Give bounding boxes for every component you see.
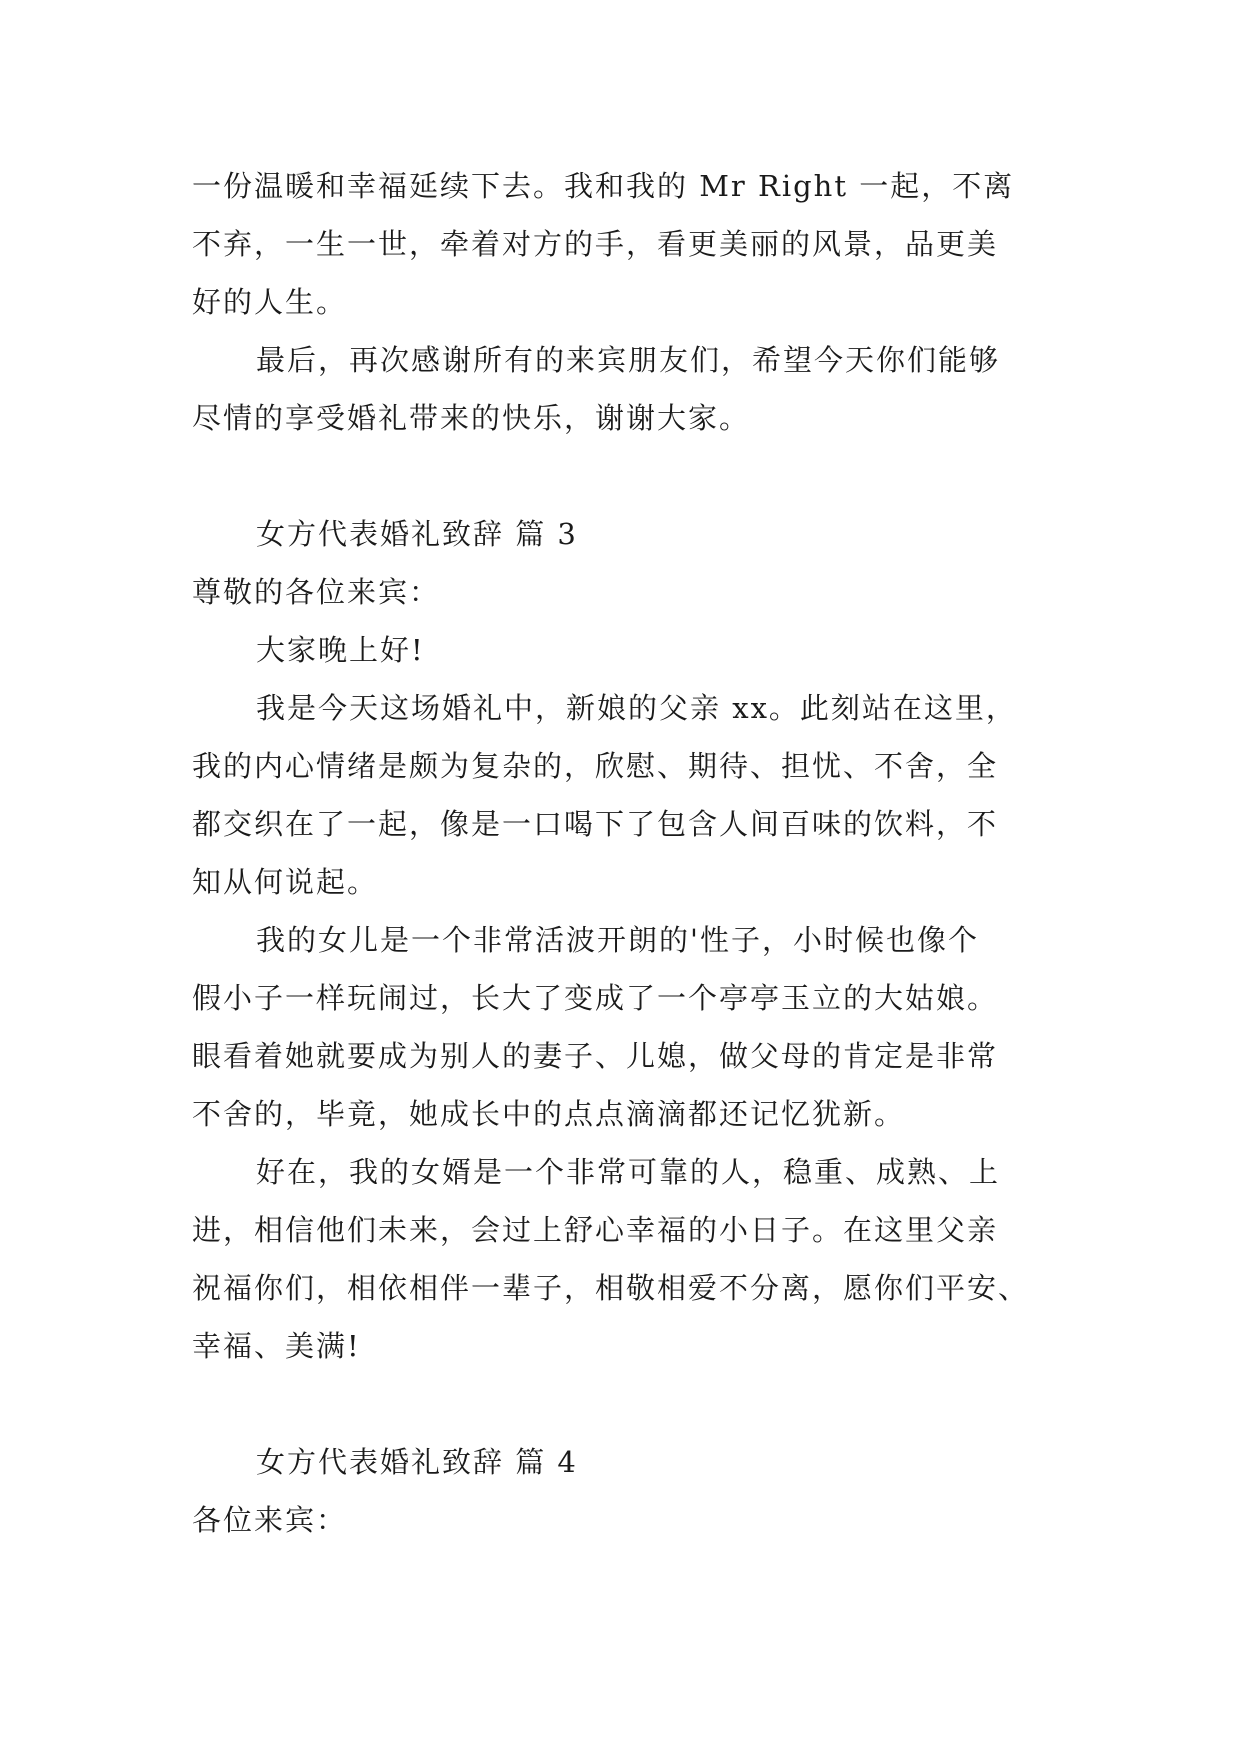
paragraph-line: 知从何说起。: [192, 865, 379, 899]
paragraph-line: 我是今天这场婚礼中，新娘的父亲 xx。此刻站在这里，: [256, 691, 1017, 725]
paragraph-line: 不弃，一生一世，牵着对方的手，看更美丽的风景，品更美: [192, 227, 999, 261]
paragraph-line: 最后，再次感谢所有的来宾朋友们，希望今天你们能够: [256, 343, 1001, 377]
paragraph-line: 好在，我的女婿是一个非常可靠的人，稳重、成熟、上: [256, 1155, 1001, 1189]
paragraph-line: 都交织在了一起，像是一口喝下了包含人间百味的饮料，不: [192, 807, 999, 841]
paragraph-line: 我的女儿是一个非常活波开朗的'性子，小时候也像个: [256, 923, 979, 957]
paragraph-line: 进，相信他们未来，会过上舒心幸福的小日子。在这里父亲: [192, 1213, 999, 1247]
paragraph-line: 好的人生。: [192, 285, 348, 319]
salutation: 各位来宾：: [192, 1503, 348, 1537]
salutation: 尊敬的各位来宾：: [192, 575, 441, 609]
paragraph-line: 幸福、美满!: [192, 1329, 361, 1363]
section-heading: 女方代表婚礼致辞 篇 4: [256, 1445, 578, 1479]
paragraph-line: 不舍的，毕竟，她成长中的点点滴滴都还记忆犹新。: [192, 1097, 906, 1131]
paragraph-line: 尽情的享受婚礼带来的快乐，谢谢大家。: [192, 401, 751, 435]
paragraph-line: 假小子一样玩闹过，长大了变成了一个亭亭玉立的大姑娘。: [192, 981, 999, 1015]
paragraph-line: 一份温暖和幸福延续下去。我和我的 Mr Right 一起，不离: [192, 169, 1015, 203]
paragraph-line: 眼看着她就要成为别人的妻子、儿媳，做父母的肯定是非常: [192, 1039, 999, 1073]
section-heading: 女方代表婚礼致辞 篇 3: [256, 517, 578, 551]
greeting: 大家晚上好!: [256, 633, 425, 667]
paragraph-line: 我的内心情绪是颇为复杂的，欣慰、期待、担忧、不舍，全: [192, 749, 999, 783]
paragraph-line: 祝福你们，相依相伴一辈子，相敬相爱不分离，愿你们平安、: [192, 1271, 1030, 1305]
